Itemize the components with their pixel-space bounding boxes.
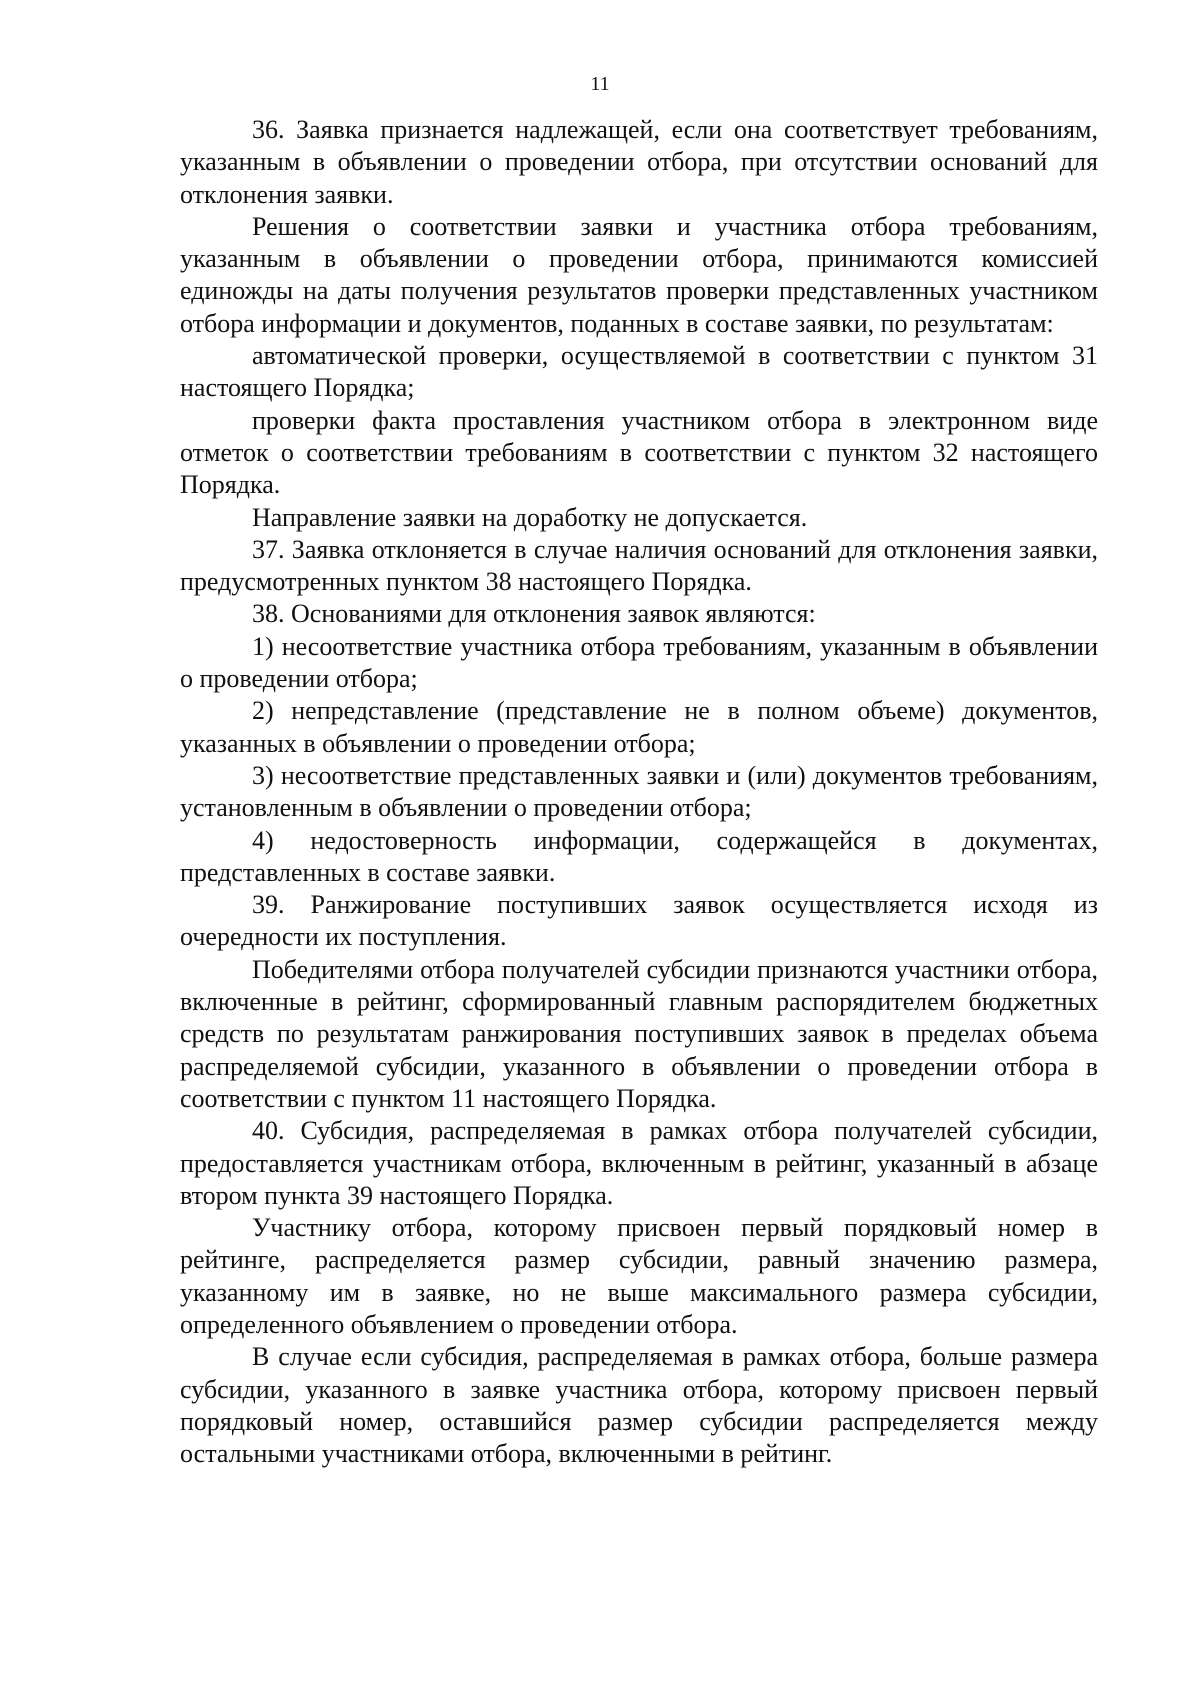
paragraph-automatic-check: автоматической проверки, осуществляемой в соответствии с пунктом 31 настоящего Порядка; [180,341,1098,403]
page-number: 11 [590,73,610,95]
paragraph-39: 39. Ранжирование поступивших заявок осуществляется исходя из очередности их поступления. [180,890,1098,952]
paragraph-36: 36. Заявка признается надлежащей, если она соответствует требованиям, указанным в объявлении о проведении отбора, при отсутствии оснований для отклонения заявки. [180,115,1098,209]
paragraph-winners: Победителями отбора получателей субсидии признаются участники отбора, включенные в рейтинг, сформированный главным распорядителем бюджетных средств по результатам ранжирования поступивших заявок в пределах объема распределяемой субсидии, указанного в объявлении о проведении отбора в соответствии с пунктом 11 настоящего Порядка. [180,954,1098,1113]
document-body [180,114,1098,1470]
paragraph-38: 38. Основаниями для отклонения заявок являются: [252,599,816,629]
paragraph-decisions: Решения о соответствии заявки и участника отбора требованиям, указанным в объявлении о проведении отбора, принимаются комиссией единожды на даты получения результатов проверки представленных участником отбора информации и документов, поданных в составе заявки, по результатам: [180,211,1098,338]
paragraph-remaining-subsidy: В случае если субсидия, распределяемая в рамках отбора, больше размера субсидии, указанного в заявке участника отбора, которому присвоен первый порядковый номер, оставшийся размер субсидии распределяется между остальными участниками отбора, включенными в рейтинг. [180,1342,1098,1469]
list-item-1: 1) несоответствие участника отбора требованиям, указанным в объявлении о проведении отбора; [180,631,1098,694]
paragraph-no-revision: Направление заявки на доработку не допускается. [252,502,808,532]
paragraph-first-place: Участнику отбора, которому присвоен первый порядковый номер в рейтинге, распределяется размер субсидии, равный значению размера, указанному им в заявке, но не выше максимального размера субсидии, определенного объявлением о проведении отбора. [180,1213,1098,1339]
paragraph-37: 37. Заявка отклоняется в случае наличия оснований для отклонения заявки, предусмотренных пунктом 38 настоящего Порядка. [180,534,1098,597]
list-item-4: 4) недостоверность информации, содержащейся в документах, представленных в составе заявки. [180,825,1098,887]
paragraph-marks-check: проверки факта проставления участником отбора в электронном виде отметок о соответствии требованиям в соответствии с пунктом 32 настоящего Порядка. [180,405,1098,500]
list-item-3: 3) несоответствие представленных заявки и (или) документов требованиям, установленным в объявлении о проведении отбора; [180,760,1098,823]
list-item-2: 2) непредставление (представление не в полном объеме) документов, указанных в объявлении о проведении отбора; [180,696,1098,758]
paragraph-40: 40. Субсидия, распределяемая в рамках отбора получателей субсидии, предоставляется участникам отбора, включенным в рейтинг, указанный в абзаце втором пункта 39 настоящего Порядка. [180,1116,1098,1210]
